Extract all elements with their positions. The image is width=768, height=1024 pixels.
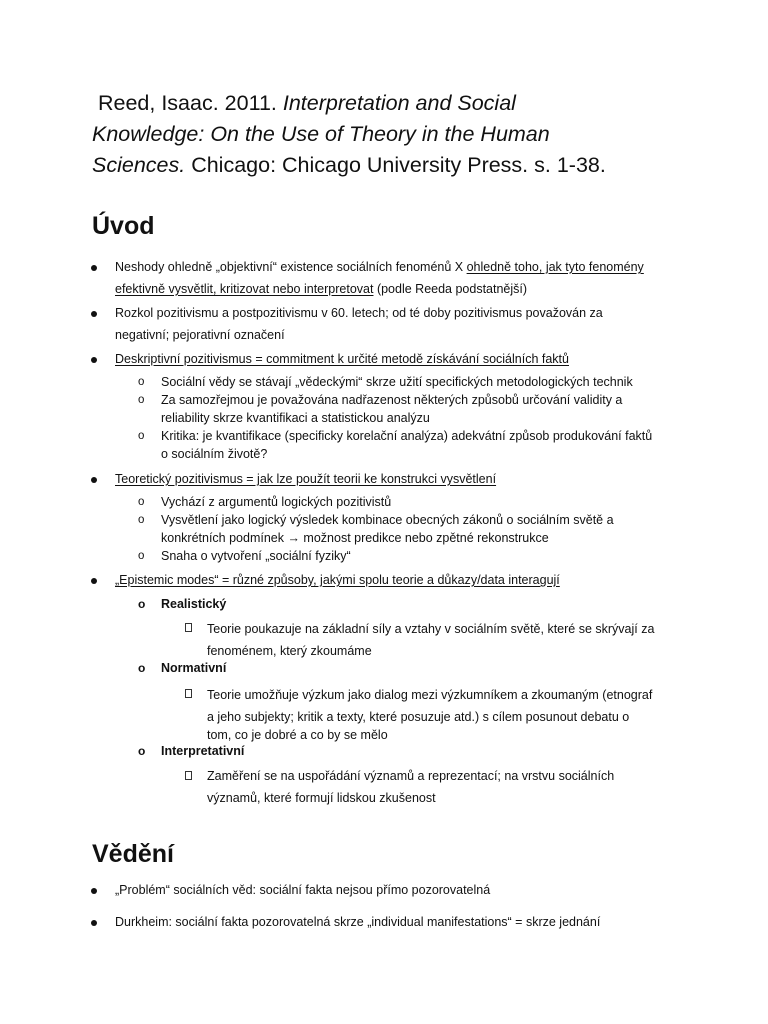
bullet-1-text: Neshody ohledně „objektivní“ existence sociálních fenoménů X: [115, 260, 467, 274]
missing-glyph-icon: [185, 689, 192, 698]
missing-glyph-icon: [185, 771, 192, 780]
mode-realisticky: Realistický: [161, 597, 227, 611]
mode-interpretativni: Interpretativní: [161, 744, 245, 758]
bullet-4-sub-1: Vychází z argumentů logických pozitivistů: [161, 495, 392, 509]
sub-bullet-marker: o: [138, 514, 145, 526]
bullet-3-sub-3-line-2: o sociálním životě?: [161, 447, 268, 461]
bullet-1-underlined: ohledně toho, jak tyto fenomény: [466, 260, 644, 274]
bullet-3-sub-2-line-2: reliability skrze kvantifikaci a statistickou analýzu: [161, 411, 430, 425]
mode-normativni-desc: [207, 686, 687, 744]
citation-title-part-2: Knowledge: On the Use of Theory in the Human: [92, 122, 550, 146]
citation: [92, 88, 692, 181]
sub-bullet-marker: o: [138, 597, 146, 611]
bullet-3-sub-3: [161, 427, 701, 463]
mode-interpretativni-line-2: významů, které formují lidskou zkušenost: [207, 791, 436, 805]
bullet-icon: [91, 920, 97, 926]
citation-title-part-3: Sciences.: [92, 153, 186, 177]
citation-line-1: [92, 88, 692, 119]
bullet-3-sub-1: Sociální vědy se stávají „vědeckými“ skrze užití specifických metodologických technik: [161, 375, 633, 389]
citation-authors: Reed, Isaac. 2011.: [97, 91, 283, 115]
bullet-4-sub-2: [161, 511, 701, 547]
bullet-1-underlined-2: efektivně vysvětlit, kritizovat nebo interpretovat: [115, 282, 374, 296]
bullet-5: „Epistemic modes“ = různé způsoby, jakými spolu teorie a důkazy/data interagují: [115, 573, 560, 587]
bullet-2: [115, 304, 715, 344]
bullet-3-sub-2-line-1: Za samozřejmou je považována nadřazenost některých způsobů určování validity a: [161, 393, 623, 407]
vedeni-bullet-1: „Problém“ sociálních věd: sociální fakta nejsou přímo pozorovatelná: [115, 883, 491, 897]
sub-bullet-marker: o: [138, 376, 145, 388]
citation-publisher: Chicago: Chicago University Press. s. 1-38.: [185, 153, 606, 177]
mode-interpretativni-desc: [207, 767, 687, 807]
bullet-1-text-2: (podle Reeda podstatnější): [373, 282, 528, 296]
missing-glyph-icon: [185, 623, 192, 632]
bullet-icon: [91, 578, 97, 584]
bullet-4-sub-2-line-1: Vysvětlení jako logický výsledek kombinace obecných zákonů o sociálním světě a: [161, 513, 614, 527]
bullet-2-line-1: Rozkol pozitivismu a postpozitivismu v 60. letech; od té doby pozitivismus považován za: [115, 306, 603, 320]
bullet-3-sub-3-line-1: Kritika: je kvantifikace (specificky korelační analýza) adekvátní způsob produkování faktů: [161, 429, 653, 443]
mode-realisticky-line-2: fenoménem, který zkoumáme: [207, 644, 372, 658]
mode-realisticky-desc: [207, 620, 687, 660]
sub-bullet-marker: o: [138, 394, 145, 406]
sub-bullet-marker: o: [138, 661, 146, 675]
heading-uvod: Úvod: [92, 212, 155, 240]
vedeni-bullet-2: Durkheim: sociální fakta pozorovatelná skrze „individual manifestations“ = skrze jednání: [115, 915, 601, 929]
bullet-icon: [91, 357, 97, 363]
bullet-1: [115, 258, 715, 298]
mode-normativni: Normativní: [161, 661, 227, 675]
citation-title-part-1: Interpretation and Social: [282, 91, 516, 115]
heading-vedeni: Vědění: [92, 840, 174, 868]
bullet-4: Teoretický pozitivismus = jak lze použít teorii ke konstrukci vysvětlení: [115, 472, 497, 486]
bullet-3-sub-2: [161, 391, 701, 427]
bullet-icon: [91, 265, 97, 271]
bullet-icon: [91, 888, 97, 894]
bullet-2-line-2: negativní; pejorativní označení: [115, 328, 285, 342]
sub-bullet-marker: o: [138, 744, 146, 758]
mode-normativni-line-3: tom, co je dobré a co by se mělo: [207, 728, 388, 742]
mode-realisticky-line-1: Teorie poukazuje na základní síly a vztahy v sociálním světě, které se skrývají za: [207, 622, 655, 636]
mode-interpretativni-line-1: Zaměření se na uspořádání významů a reprezentací; na vrstvu sociálních: [207, 769, 615, 783]
sub-bullet-marker: o: [138, 550, 145, 562]
bullet-icon: [91, 477, 97, 483]
citation-line-2: [92, 119, 692, 150]
sub-bullet-marker: o: [138, 430, 145, 442]
bullet-3: Deskriptivní pozitivismus = commitment k určité metodě získávání sociálních faktů: [115, 352, 569, 366]
citation-line-3: [92, 150, 692, 181]
bullet-4-sub-3: Snaha o vytvoření „sociální fyziky“: [161, 549, 351, 563]
bullet-4-sub-2-line-2: konkrétních podmínek → možnost predikce nebo zpětné rekonstrukce: [161, 531, 549, 545]
mode-normativni-line-2: a jeho subjekty; kritik a texty, které posuzuje atd.) s cílem posunout debatu o: [207, 710, 630, 724]
sub-bullet-marker: o: [138, 496, 145, 508]
mode-normativni-line-1: Teorie umožňuje výzkum jako dialog mezi výzkumníkem a zkoumaným (etnograf: [207, 688, 653, 702]
bullet-icon: [91, 311, 97, 317]
